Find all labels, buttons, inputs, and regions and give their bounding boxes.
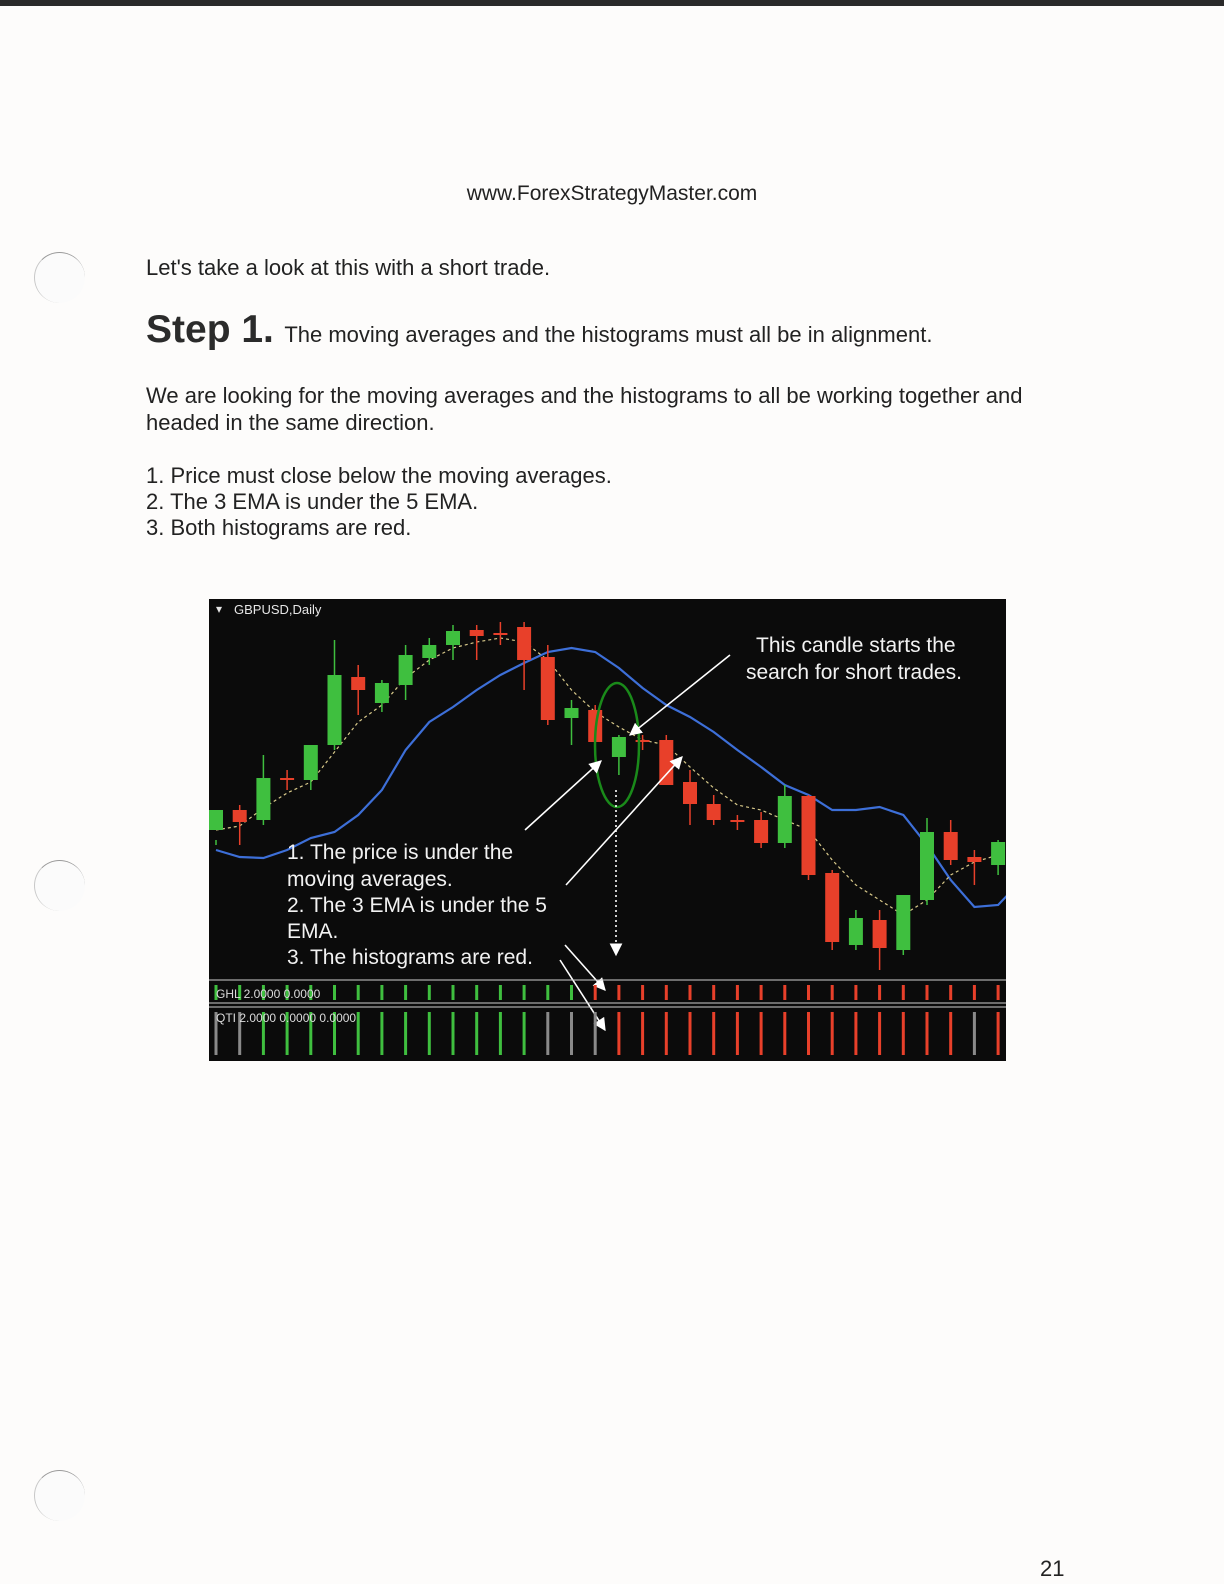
callout-top-line: This candle starts the: [756, 634, 956, 657]
candle-body: [683, 782, 697, 804]
ghl-bar: [949, 985, 952, 1000]
qti-bar: [499, 1012, 502, 1055]
candle: [802, 795, 816, 880]
callout-left: [287, 841, 553, 969]
trading-chart: [209, 599, 1006, 1061]
symbol-label: GBPUSD,Daily: [234, 602, 322, 617]
intro-text: Let's take a look at this with a short trade.: [146, 255, 551, 280]
qti-bar: [546, 1012, 549, 1055]
qti-bar: [902, 1012, 905, 1055]
qti-bar: [428, 1012, 431, 1055]
ghl-bar: [807, 985, 810, 1000]
ghl-bar: [475, 985, 478, 1000]
ghl-bar: [878, 985, 881, 1000]
binder-hole: [34, 252, 85, 303]
candle: [896, 895, 910, 955]
qti-bar: [760, 1012, 763, 1055]
candle-body: [849, 918, 863, 945]
chart-svg: [209, 599, 1006, 1061]
ghl-bar: [926, 985, 929, 1000]
step-description: The moving averages and the histograms must all be in alignment.: [284, 322, 933, 347]
ghl-bar: [333, 985, 336, 1000]
ghl-bar: [641, 985, 644, 1000]
qti-bar: [617, 1012, 620, 1055]
collapse-arrow-icon: ▾: [216, 602, 223, 616]
ghl-bar: [594, 985, 597, 1000]
qti-bar: [594, 1012, 597, 1055]
candle-body: [778, 796, 792, 843]
ghl-bar: [973, 985, 976, 1000]
candle-body: [233, 810, 247, 822]
qti-bar: [831, 1012, 834, 1055]
qti-bar: [570, 1012, 573, 1055]
qti-bar: [736, 1012, 739, 1055]
candle-body: [446, 631, 460, 645]
qti-bar: [997, 1012, 1000, 1055]
qti-bar: [712, 1012, 715, 1055]
ghl-bar: [570, 985, 573, 1000]
ghl-bar: [452, 985, 455, 1000]
candle-body: [920, 832, 934, 900]
candle-body: [209, 810, 223, 830]
page-number: 21: [1040, 1556, 1065, 1581]
callout-left-line: moving averages.: [287, 868, 453, 891]
callout-left-line: EMA.: [287, 920, 339, 943]
candle-body: [493, 633, 507, 635]
candle-body: [565, 708, 579, 718]
callout-left-line: 2. The 3 EMA is under the 5: [287, 894, 547, 917]
ghl-bar: [499, 985, 502, 1000]
list-item: 2. The 3 EMA is under the 5 EMA.: [146, 489, 479, 514]
candle-body: [612, 737, 626, 757]
candle-body: [730, 820, 744, 822]
ghl-bar: [736, 985, 739, 1000]
qti-bar: [807, 1012, 810, 1055]
qti-bar: [641, 1012, 644, 1055]
binder-hole: [34, 1470, 85, 1521]
candle-body: [802, 796, 816, 875]
qti-bar: [452, 1012, 455, 1055]
step-heading: [146, 308, 932, 352]
qti-bar: [926, 1012, 929, 1055]
candle-body: [470, 630, 484, 636]
candle-body: [399, 655, 413, 685]
qti-bar: [689, 1012, 692, 1055]
list-item: 3. Both histograms are red.: [146, 515, 412, 540]
candle: [825, 870, 839, 950]
candle-body: [541, 657, 555, 720]
binder-hole: [34, 860, 85, 911]
qti-bar: [475, 1012, 478, 1055]
qti-bar: [949, 1012, 952, 1055]
qti-bar: [523, 1012, 526, 1055]
qti-bar: [380, 1012, 383, 1055]
qti-bar: [878, 1012, 881, 1055]
candle-body: [422, 645, 436, 658]
candle-body: [707, 804, 721, 820]
site-url: www.ForexStrategyMaster.com: [466, 182, 758, 205]
candle: [541, 645, 555, 725]
ghl-bar: [523, 985, 526, 1000]
candle-body: [351, 677, 365, 690]
callout-left-line: 3. The histograms are red.: [287, 946, 533, 969]
qti-bar: [973, 1012, 976, 1055]
ghl-bar: [831, 985, 834, 1000]
candle-body: [967, 857, 981, 862]
ghl-bar: [404, 985, 407, 1000]
top-edge-rule: [0, 0, 1224, 6]
ghl-bar: [760, 985, 763, 1000]
callout-left-line: 1. The price is under the: [287, 841, 514, 864]
candle-body: [873, 920, 887, 948]
ghl-label: GHL 2.0000 0.0000: [216, 987, 321, 1001]
candle-body: [256, 778, 270, 820]
body-paragraph: We are looking for the moving averages and the histograms to all be working together and headed in the same direction.: [146, 383, 1023, 435]
ghl-bar: [689, 985, 692, 1000]
candle-body: [944, 832, 958, 860]
ghl-bar: [546, 985, 549, 1000]
candle-body: [991, 842, 1005, 865]
ghl-bar: [783, 985, 786, 1000]
qti-bar: [404, 1012, 407, 1055]
qti-bar: [665, 1012, 668, 1055]
list-item: 1. Price must close below the moving averages.: [146, 463, 612, 488]
qti-bar: [783, 1012, 786, 1055]
step-number: Step 1.: [146, 308, 274, 351]
qti-label: QTI 2.0000 0.0000 0.0000: [216, 1011, 357, 1025]
ghl-bar: [854, 985, 857, 1000]
callout-top-line: search for short trades.: [746, 661, 962, 684]
qti-bar: [357, 1012, 360, 1055]
criteria-list: [146, 463, 612, 541]
ghl-bar: [665, 985, 668, 1000]
candle-body: [375, 683, 389, 703]
ghl-bar: [428, 985, 431, 1000]
ghl-bar: [712, 985, 715, 1000]
ghl-bar: [997, 985, 1000, 1000]
candle-body: [328, 675, 342, 745]
candle: [659, 735, 673, 785]
candle-body: [280, 778, 294, 780]
ghl-bar: [617, 985, 620, 1000]
candle-body: [517, 627, 531, 660]
candle-body: [896, 895, 910, 950]
candle-body: [659, 740, 673, 785]
candle-body: [754, 820, 768, 843]
ghl-bar: [357, 985, 360, 1000]
candle-body: [304, 745, 318, 780]
ghl-bar: [380, 985, 383, 1000]
ghl-bar: [902, 985, 905, 1000]
candle-body: [825, 873, 839, 942]
qti-bar: [854, 1012, 857, 1055]
